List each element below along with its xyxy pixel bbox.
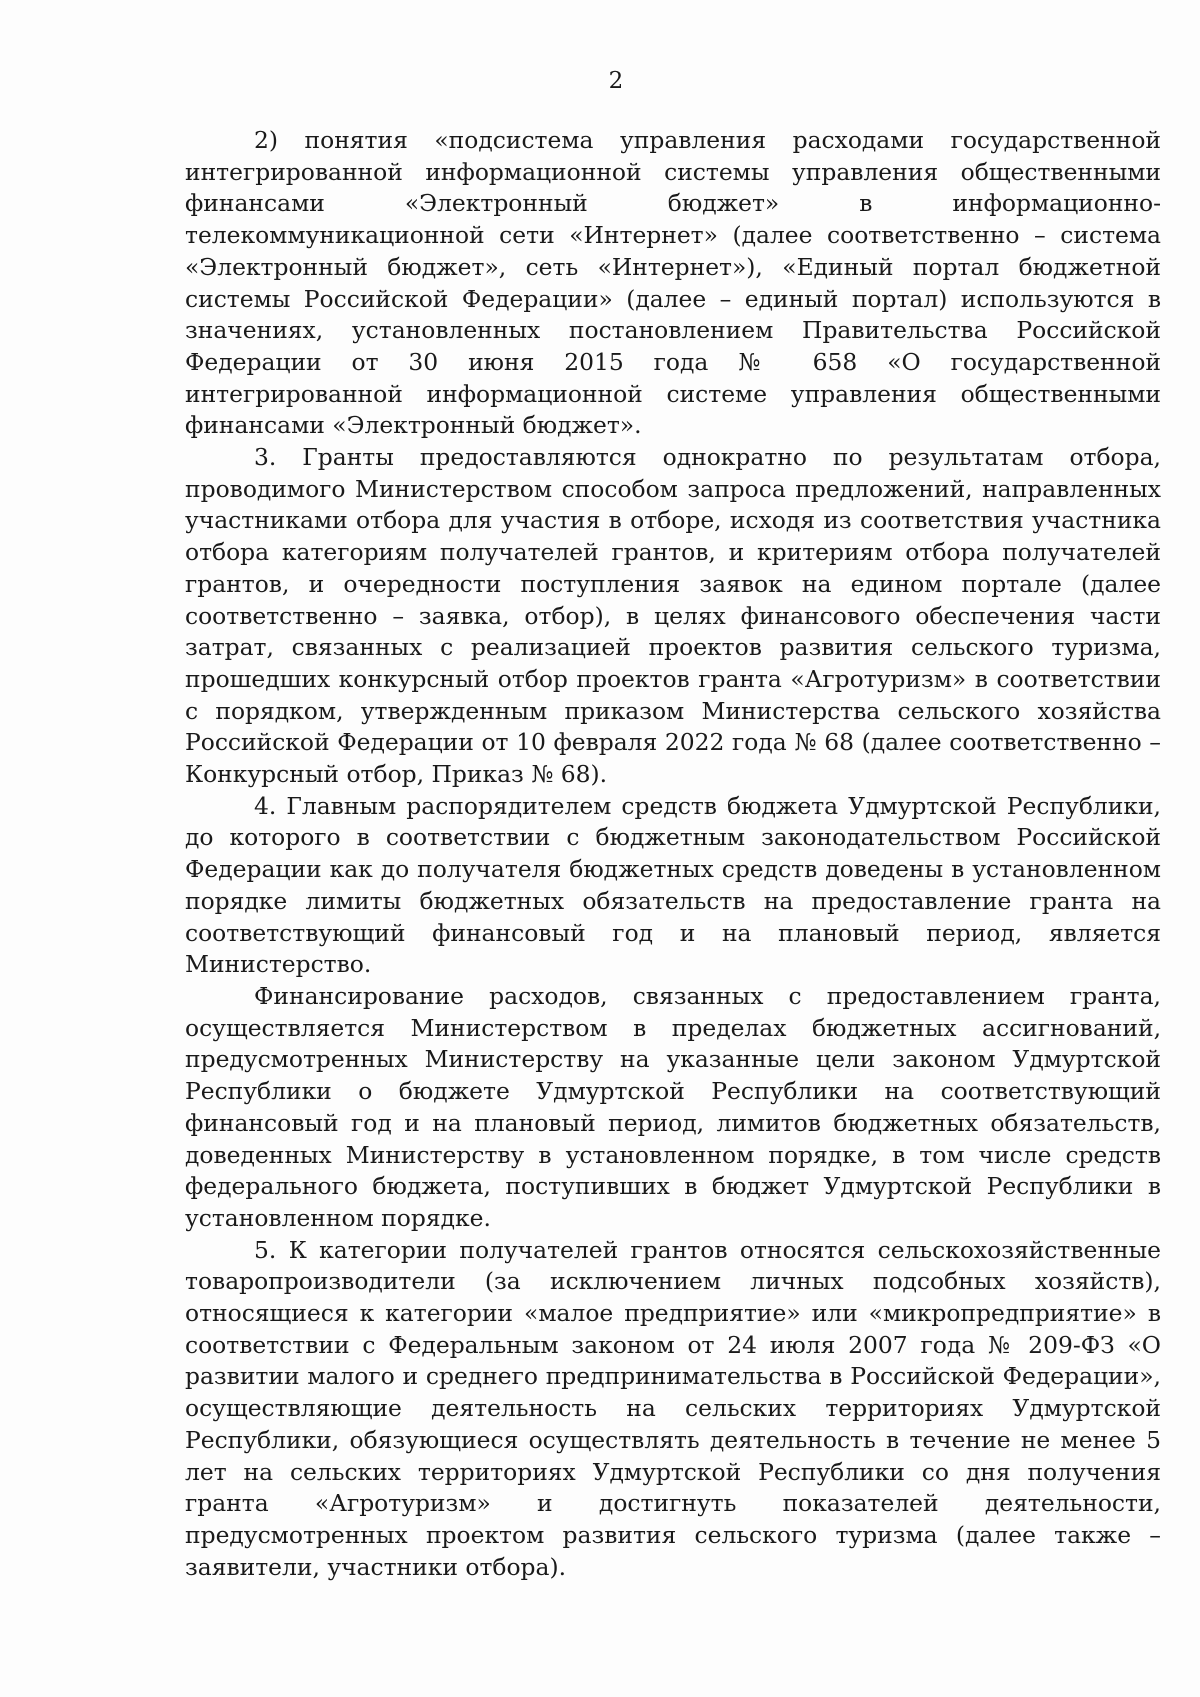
paragraph-financing: Финансирование расходов, связанных с предоставлением гранта, осуществляется Министерством в пределах бюджетных ассигнований, предусмотренных Министерству на указанные цели законом Удмуртской Республики о бюджете Удмуртской Республики на соответствующий финансовый год и на плановый период, лимитов бюджетных обязательств, доведенных Министерству в установленном порядке, в том числе средств федерального бюджета, поступивших в бюджет Удмуртской Республики в установленном порядке. bbox=[185, 981, 1161, 1232]
document-body bbox=[185, 125, 1161, 1583]
page-number: 2 bbox=[608, 68, 624, 94]
paragraph-item-2-definitions: 2) понятия «подсистема управления расходами государственной интегрированной информационной системы управления общественными финансами «Электронный бюджет» в информационно-телекоммуникационной сети «Интернет» (далее соответственно – система «Электронный бюджет», сеть «Интернет»), «Единый портал бюджетной системы Российской Федерации» (далее – единый портал) используются в значениях, установленных постановлением Правительства Российской Федерации от 30 июня 2015 года № 658 «О государственной интегрированной информационной системе управления общественными финансами «Электронный бюджет». bbox=[185, 126, 1161, 440]
paragraph-clause-3-grants: 3. Гранты предоставляются однократно по результатам отбора, проводимого Министерством способом запроса предложений, направленных участниками отбора для участия в отборе, исходя из соответствия участника отбора категориям получателей грантов, и критериям отбора получателей грантов, и очередности поступления заявок на едином портале (далее соответственно – заявка, отбор), в целях финансового обеспечения части затрат, связанных с реализацией проектов развития сельского туризма, прошедших конкурсный отбор проектов гранта «Агротуризм» в соответствии с порядком, утвержденным приказом Министерства сельского хозяйства Российской Федерации от 10 февраля 2022 года № 68 (далее соответственно – Конкурсный отбор, Приказ № 68). bbox=[185, 443, 1161, 789]
paragraph-clause-5-recipients: 5. К категории получателей грантов относятся сельскохозяйственные товаропроизводители (за исключением личных подсобных хозяйств), относящиеся к категории «малое предприятие» или «микропредприятие» в соответствии с Федеральным законом от 24 июля 2007 года № 209-ФЗ «О развитии малого и среднего предпринимательства в Российской Федерации», осуществляющие деятельность на сельских территориях Удмуртской Республики, обязующиеся осуществлять деятельность в течение не менее 5 лет на сельских территориях Удмуртской Республики со дня получения гранта «Агротуризм» и достигнуть показателей деятельности, предусмотренных проектом развития сельского туризма (далее также – заявители, участники отбора). bbox=[185, 1235, 1161, 1581]
paragraph-clause-4-budget-manager: 4. Главным распорядителем средств бюджета Удмуртской Республики, до которого в соответствии с бюджетным законодательством Российской Федерации как до получателя бюджетных средств доведены в установленном порядке лимиты бюджетных обязательств на предоставление гранта на соответствующий финансовый год и на плановый период, является Министерство. bbox=[185, 791, 1161, 979]
